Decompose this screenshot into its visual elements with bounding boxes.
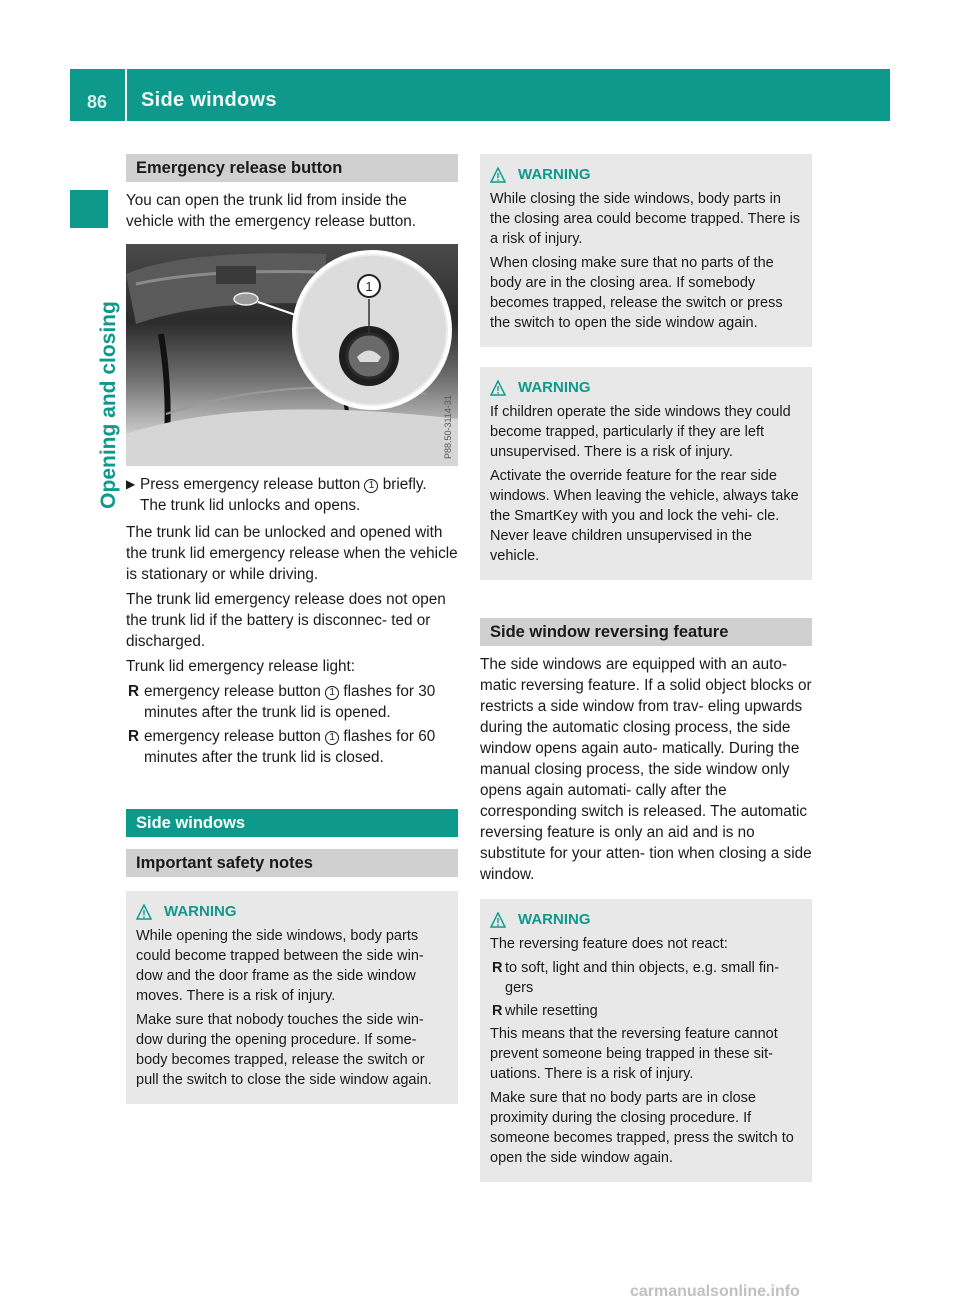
warning-title: WARNING: [518, 911, 591, 928]
instruction-step: [126, 474, 458, 516]
list-item: R emergency release button 1 flashes for 60 minutes after the trunk lid is closed.: [128, 728, 436, 766]
left-column: [126, 154, 458, 1118]
warning-box-reversing: [480, 899, 812, 1182]
callout-icon: 1: [325, 731, 339, 745]
warning-box-closing: [480, 154, 812, 347]
emergency-release-heading: Emergency release button: [126, 154, 458, 182]
warning-triangle-icon: [136, 904, 152, 920]
warning-title: WARNING: [518, 379, 591, 396]
chapter-label: Opening and closing: [97, 301, 120, 509]
chapter-tab-marker: [70, 190, 108, 228]
reversing-feature-heading: Side window reversing feature: [480, 618, 812, 646]
side-windows-heading: Side windows: [126, 809, 458, 837]
warning-text: While opening the side windows, body parts could become trapped between the side win- dow and the door frame as the side window moves. There is a risk of injury.: [136, 928, 424, 1004]
light-label: Trunk lid emergency release light:: [126, 658, 355, 675]
warning-text: When closing make sure that no parts of the body are in the closing area. If somebody becomes trapped, release the switch or press the switch to open the side window again.: [490, 255, 783, 331]
emergency-intro: You can open the trunk lid from inside the vehicle with the emergency release button.: [126, 192, 416, 230]
figure-code: P88.50-3114-31: [443, 395, 453, 459]
safety-notes-heading: Important safety notes: [126, 849, 458, 877]
page-number-box: [70, 69, 127, 121]
right-column: [480, 154, 812, 1196]
warning-title: WARNING: [518, 166, 591, 183]
warning-box-children: [480, 367, 812, 580]
step-arrow-icon: ▶: [126, 477, 136, 491]
warning-header: [490, 166, 802, 183]
warning-triangle-icon: [490, 167, 506, 183]
warning-title: WARNING: [164, 903, 237, 920]
page-number: 86: [87, 92, 108, 112]
warning-text: If children operate the side windows they could become trapped, particularly if they are left unsupervised. There is a risk of injury.: [490, 404, 791, 460]
trunk-lid-illustration: [126, 244, 458, 466]
warning-triangle-icon: [490, 912, 506, 928]
warning-header: [490, 379, 802, 396]
list-item: R while resetting: [492, 1003, 598, 1019]
bullet-icon: R: [128, 728, 140, 745]
trunk-lid-figure: [126, 244, 458, 466]
warning-box-opening: [126, 891, 458, 1104]
warning-text: Make sure that nobody touches the side win- dow during the opening procedure. If some- body becomes trapped, release the switch or pull the switch to close the side window again.: [136, 1012, 432, 1088]
warning-text: Activate the override feature for the rear side windows. When leaving the vehicle, always take the SmartKey with you and lock the vehi- cle. Never leave children unsupervised in the vehicle.: [490, 468, 799, 564]
warning-header: [136, 903, 448, 920]
callout-icon: 1: [325, 686, 339, 700]
step-text-after: briefly.: [378, 476, 427, 493]
footer-watermark: carmanualsonline.info: [630, 1283, 800, 1300]
figure-callout: 1: [365, 279, 373, 294]
bullet-icon: R: [492, 960, 503, 976]
step-result: The trunk lid unlocks and opens.: [140, 497, 361, 514]
step-text-before: Press emergency release button: [140, 476, 365, 493]
paragraph-battery: The trunk lid emergency release does not open the trunk lid if the battery is disconnec- ted or discharged.: [126, 591, 446, 650]
bullet-icon: R: [492, 1003, 503, 1019]
list-item: R to soft, light and thin objects, e.g. small fin- gers: [492, 960, 780, 996]
warning-text: While closing the side windows, body parts in the closing area could become trapped. There is a risk of injury.: [490, 191, 801, 247]
reversing-feature-text: The side windows are equipped with an auto- matic reversing feature. If a solid object blocks or restricts a side window from trav- eling upwards during the automatic closing process, the side window opens again auto- matically. During the manual closing process, the side window only opens again automati- cally after the corresponding switch is released. The automatic reversing feature is only an aid and is no substitute for your atten- tion when closing a side window.: [480, 656, 812, 883]
warning-triangle-icon: [490, 380, 506, 396]
bullet-icon: R: [128, 683, 140, 700]
list-item: R emergency release button 1 flashes for 30 minutes after the trunk lid is opened.: [128, 683, 436, 721]
paragraph-unlock: The trunk lid can be unlocked and opened with the trunk lid emergency release when the vehicle is stationary or while driving.: [126, 524, 458, 583]
page-header: [70, 69, 890, 121]
warning-text: Make sure that no body parts are in close proximity during the closing procedure. If someone becomes trapped, press the switch to open the side window again.: [490, 1090, 794, 1166]
warning-header: [490, 911, 802, 928]
header-title: Side windows: [141, 89, 277, 111]
warning-text: The reversing feature does not react:: [490, 936, 728, 952]
callout-icon: 1: [364, 479, 378, 493]
warning-text: This means that the reversing feature cannot prevent someone being trapped in these sit- uations. There is a risk of injury.: [490, 1026, 778, 1082]
